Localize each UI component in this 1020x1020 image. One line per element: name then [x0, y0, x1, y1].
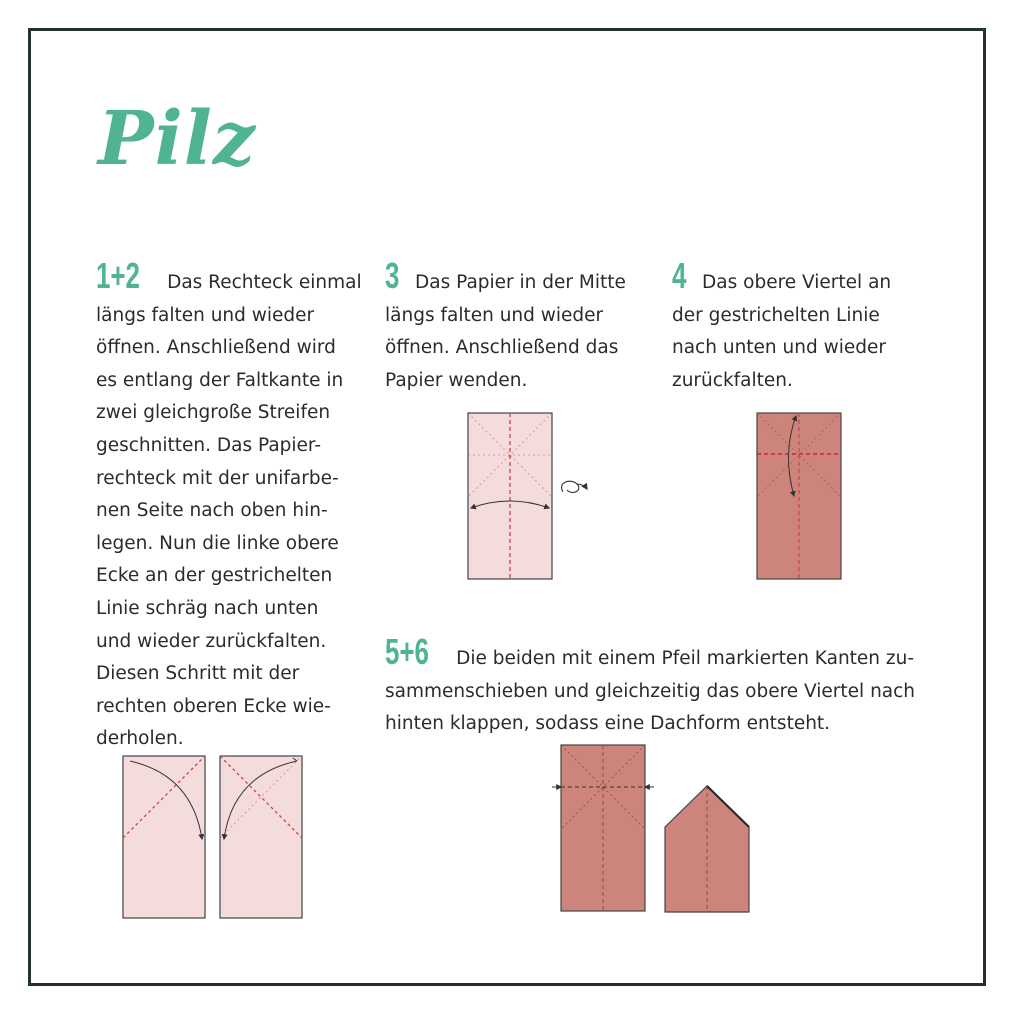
step-number: 5+6	[385, 631, 429, 672]
step-text-line: Linie schräg nach unten	[96, 597, 319, 619]
page-title: Pilz	[98, 96, 256, 182]
step-text-line: längs falten und wieder	[96, 304, 315, 326]
step-3	[385, 255, 635, 397]
step-text-line: der gestrichelten Linie	[672, 304, 880, 326]
step-text-line: rechten oberen Ecke wie-	[96, 695, 331, 717]
diagram-step-5-push-edges	[550, 744, 660, 916]
step-text-line: rechteck mit der unifarbe-	[96, 467, 339, 489]
step-text-line: nen Seite nach oben hin-	[96, 500, 328, 522]
step-text-line: Papier wenden.	[385, 369, 528, 391]
step-text-line: hinten klappen, sodass eine Dachform entsteht.	[385, 713, 831, 735]
diagram-step-6-roof-shape	[664, 785, 752, 915]
step-text-line: derholen.	[96, 728, 184, 750]
step-text-line: zwei gleichgroße Streifen	[96, 402, 331, 424]
step-number: 1+2	[96, 255, 140, 296]
step-text-line: es entlang der Faltkante in	[96, 369, 344, 391]
diagram-step-4-top-fold	[756, 412, 844, 582]
step-text-line: sammenschieben und gleichzeitig das obere Viertel nach	[385, 680, 916, 702]
step-1-2	[96, 255, 362, 756]
step-text-line: geschnitten. Das Papier-	[96, 434, 322, 456]
step-text-line: Diesen Schritt mit der	[96, 663, 300, 685]
diagram-step-1-left-fold	[122, 755, 208, 921]
step-4	[672, 255, 902, 397]
step-5-6-line-0: 5+6 Die beiden mit einem Pfeil markierten Kanten zu-	[385, 631, 915, 672]
step-number: 4	[672, 255, 687, 296]
step-text-line: längs falten und wieder	[385, 304, 604, 326]
step-text-line: zurückfalten.	[672, 369, 793, 391]
step-3-line-0: 3 Das Papier in der Mitte	[385, 255, 626, 296]
step-text-line: Ecke an der gestrichelten	[96, 565, 333, 587]
step-text-line: und wieder zurückfalten.	[96, 630, 327, 652]
step-text-line: öffnen. Anschließend wird	[96, 337, 336, 359]
step-4-line-0: 4 Das obere Viertel an	[672, 255, 892, 296]
step-1-2-line-0: 1+2 Das Rechteck einmal	[96, 255, 362, 296]
step-text-line: legen. Nun die linke obere	[96, 532, 339, 554]
step-text-line: nach unten und wieder	[672, 337, 886, 359]
turn-over-icon	[562, 481, 587, 492]
step-number: 3	[385, 255, 400, 296]
step-5-6	[385, 631, 916, 741]
diagram-step-2-right-fold	[219, 755, 305, 921]
diagram-step-3-center-fold	[467, 412, 597, 582]
step-text-line: öffnen. Anschließend das	[385, 337, 619, 359]
